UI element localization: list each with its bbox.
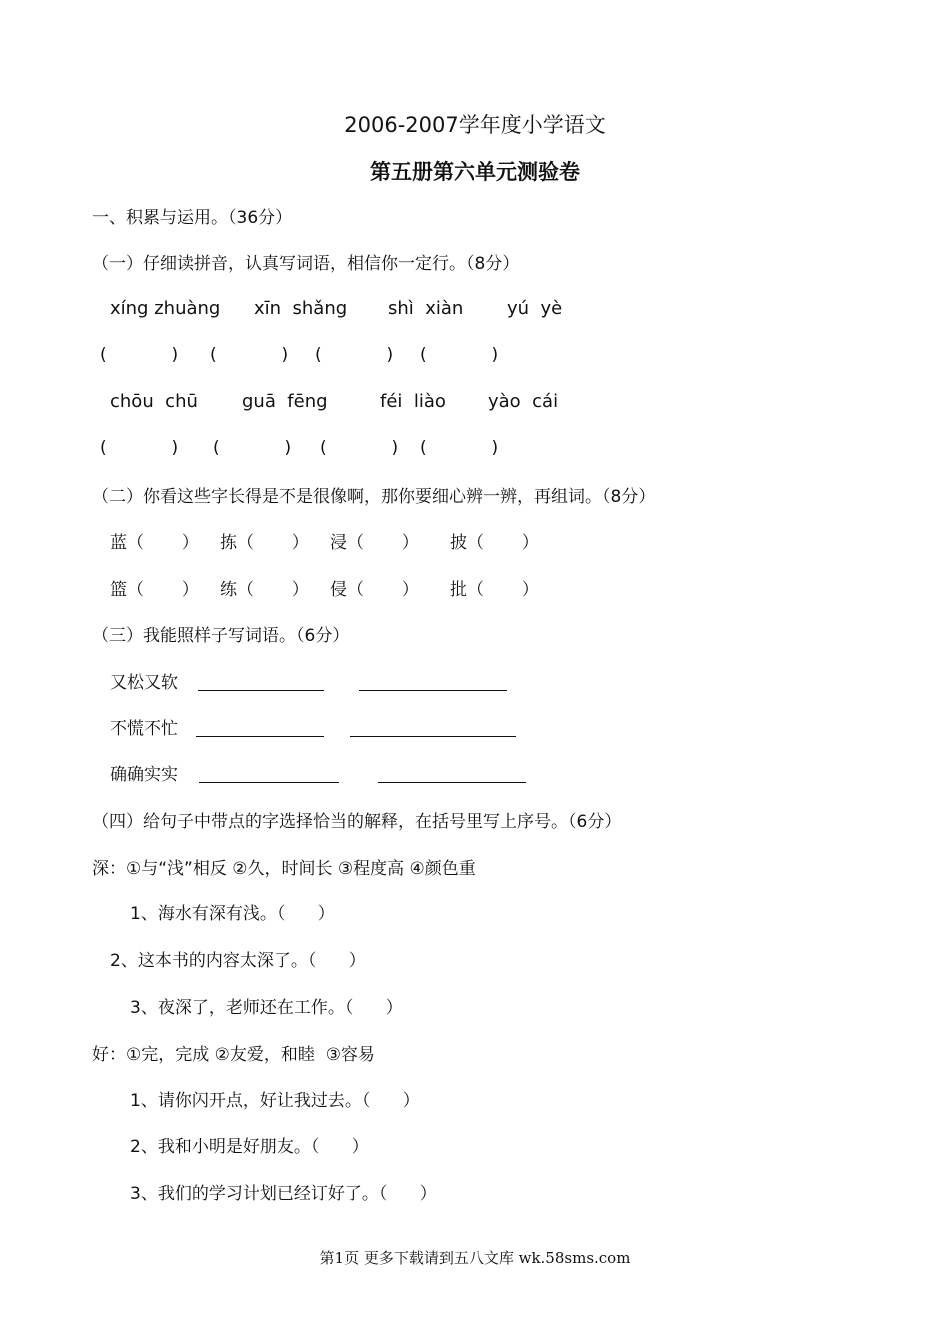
question-item[interactable]: 2、我和小明是好朋友。（ ） <box>130 1137 369 1157</box>
section-1-heading: 一、积累与运用。（36分） <box>92 208 293 228</box>
answer-blank[interactable] <box>199 782 339 783</box>
answer-blank[interactable] <box>378 782 526 783</box>
answer-paren[interactable]: ( ) <box>213 438 292 458</box>
answer-paren[interactable]: ( ) <box>420 438 499 458</box>
question-item[interactable]: 1、请你闪开点，好让我过去。（ ） <box>130 1091 420 1111</box>
pinyin-4: yú yè <box>507 298 563 319</box>
char-item[interactable]: 侵（ ） <box>330 580 419 600</box>
pinyin-5: chōu chū <box>110 391 198 412</box>
pinyin-7: féi liào <box>380 391 446 412</box>
answer-paren[interactable]: ( ) <box>320 438 399 458</box>
pinyin-1: xíng zhuàng <box>110 298 221 319</box>
char-item[interactable]: 拣（ ） <box>220 533 309 553</box>
answer-blank[interactable] <box>359 690 507 691</box>
definition-hao: 好：①完，完成 ②友爱，和睦 ③容易 <box>92 1045 375 1065</box>
char-item[interactable]: 篮（ ） <box>110 580 199 600</box>
answer-paren[interactable]: ( ) <box>315 345 394 365</box>
char-item[interactable]: 浸（ ） <box>330 533 419 553</box>
part-4-heading: （四）给句子中带点的字选择恰当的解释，在括号里写上序号。（6分） <box>92 812 622 832</box>
answer-blank[interactable] <box>196 736 324 737</box>
question-item[interactable]: 3、夜深了，老师还在工作。（ ） <box>130 998 403 1018</box>
page-footer: 第1页 更多下载请到五八文库 wk.58sms.com <box>319 1249 631 1267</box>
part-1-heading: （一）仔细读拼音，认真写词语，相信你一定行。（8分） <box>92 254 520 274</box>
answer-paren[interactable]: ( ) <box>420 345 499 365</box>
title-line-1: 2006-2007学年度小学语文 <box>344 113 606 137</box>
example-word: 确确实实 <box>110 765 178 785</box>
char-item[interactable]: 披（ ） <box>450 533 539 553</box>
question-item[interactable]: 2、这本书的内容太深了。（ ） <box>110 951 366 971</box>
char-item[interactable]: 蓝（ ） <box>110 533 199 553</box>
example-word: 不慌不忙 <box>110 719 178 739</box>
pinyin-6: guā fēng <box>242 391 328 412</box>
char-item[interactable]: 批（ ） <box>450 580 539 600</box>
answer-blank[interactable] <box>198 690 324 691</box>
pinyin-3: shì xiàn <box>388 298 464 319</box>
part-2-heading: （二）你看这些字长得是不是很像啊，那你要细心辨一辨，再组词。（8分） <box>92 487 656 507</box>
question-item[interactable]: 3、我们的学习计划已经订好了。（ ） <box>130 1184 437 1204</box>
answer-paren[interactable]: ( ) <box>100 345 179 365</box>
answer-blank[interactable] <box>350 736 516 737</box>
pinyin-8: yào cái <box>488 391 559 412</box>
definition-shen: 深：①与“浅”相反 ②久，时间长 ③程度高 ④颜色重 <box>92 859 476 879</box>
answer-paren[interactable]: ( ) <box>100 438 179 458</box>
question-item[interactable]: 1、海水有深有浅。（ ） <box>130 904 335 924</box>
char-item[interactable]: 练（ ） <box>220 580 309 600</box>
example-word: 又松又软 <box>110 673 178 693</box>
answer-paren[interactable]: ( ) <box>210 345 289 365</box>
title-line-2: 第五册第六单元测验卷 <box>370 160 580 184</box>
pinyin-2: xīn shǎng <box>254 298 348 319</box>
part-3-heading: （三）我能照样子写词语。（6分） <box>92 626 350 646</box>
